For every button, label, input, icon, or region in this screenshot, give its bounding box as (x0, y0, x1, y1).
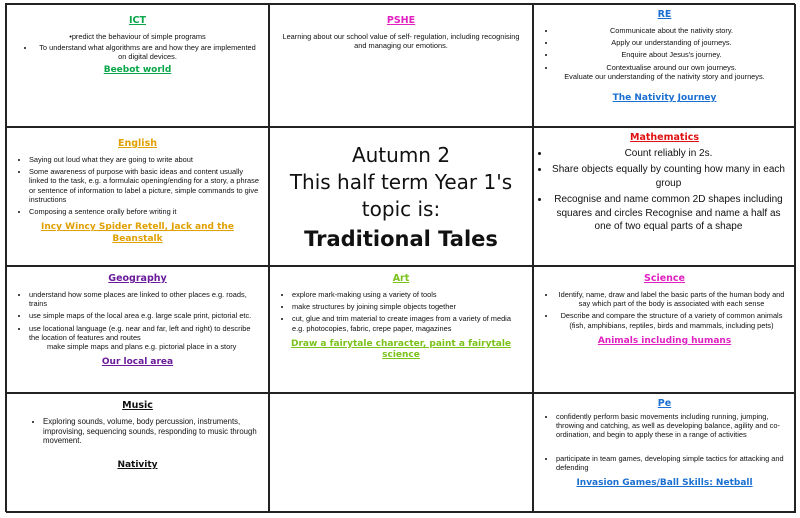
science-title: Science (643, 273, 685, 284)
topic-cell (269, 127, 533, 266)
art-item: • make structures by joining simple objects together (292, 302, 524, 311)
science-list (542, 290, 787, 330)
art-cell (269, 266, 533, 393)
ict-item: • To understand what algorithms are and how they are implemented on digital devices. (35, 43, 260, 62)
music-topic: Nativity (117, 460, 158, 471)
english-item: • Saying out loud what they are going to write about (29, 155, 260, 164)
pshe-text: Learning about our school value of self- regulation, including recognising and managing our emotions. (282, 31, 520, 51)
art-item: • explore mark-making using a variety of tools (292, 290, 524, 299)
geography-list (15, 290, 260, 342)
ict-cell (6, 4, 269, 127)
curriculum-grid (5, 3, 795, 512)
empty-cell (269, 393, 533, 513)
re-item: • Contextualise around our own journeys. (556, 63, 787, 72)
ict-topic: Beebot world (103, 64, 172, 75)
pe-list (542, 412, 787, 472)
topic-heading (278, 142, 524, 253)
geography-item: • understand how some places are linked to other places e.g. roads, trains (29, 290, 260, 309)
geography-cell (6, 266, 269, 393)
music-cell (6, 393, 269, 513)
english-item: • Some awareness of purpose with basic ideas and content usually linked to the task, e.g. a formulaic opening/ending for a story, a phrase or sentence of information to label a picture, simple commands to give instructions (29, 167, 260, 204)
re-topic: The Nativity Journey (612, 93, 717, 104)
re-item: • Enquire about Jesus's journey. (556, 50, 787, 59)
re-item: • Communicate about the nativity story. (556, 26, 787, 35)
maths-item: • Count reliably in 2s. (550, 147, 787, 161)
english-cell (6, 127, 269, 266)
music-list (15, 417, 260, 446)
re-cell (533, 4, 796, 127)
ict-item: •predict the behaviour of simple programs (69, 31, 206, 41)
art-item: • cut, glue and trim material to create images from a variety of media e.g. photocopies, fabric, crepe paper, magazines (292, 314, 524, 333)
pe-cell (533, 393, 796, 513)
geography-item: • use simple maps of the local area e.g. large scale print, pictorial etc. (29, 311, 260, 320)
pe-item: • participate in team games, developing simple tactics for attacking and defending (556, 454, 787, 473)
music-title: Music (122, 400, 153, 411)
term-label: Autumn 2 (351, 143, 451, 167)
topic-name: Traditional Tales (304, 227, 498, 251)
science-item: • Describe and compare the structure of a variety of common animals (fish, amphibians, reptiles, birds and mammals, including pets) (556, 311, 787, 330)
pshe-cell (269, 4, 533, 127)
english-topic: Incy Wincy Spider Retell, Jack and the Beanstalk (41, 222, 234, 244)
english-title: English (118, 138, 157, 149)
re-item: • Apply our understanding of journeys. (556, 38, 787, 47)
maths-list (542, 147, 787, 234)
art-topic: Draw a fairytale character, paint a fairytale science (290, 338, 512, 361)
science-cell (533, 266, 796, 393)
pe-topic: Invasion Games/Ball Skills: Netball (576, 478, 753, 489)
maths-item: • Share objects equally by counting how many in each group (550, 163, 787, 190)
english-list (15, 155, 260, 217)
ict-title: ICT (129, 15, 146, 26)
re-title: RE (657, 9, 672, 20)
pe-item: • confidently perform basic movements including running, jumping, throwing and catching, as well as developing balance, agility and co-ordination, and begin to apply these in a range of activities (556, 412, 787, 440)
maths-item: • Recognise and name common 2D shapes including squares and circles Recognise and name a half as one of two equal parts of a shape (550, 193, 787, 234)
topic-intro-cont: topic is: (361, 197, 441, 221)
re-extra: Evaluate our understanding of the nativity story and journeys. (564, 71, 765, 81)
maths-cell (533, 127, 796, 266)
pshe-title: PSHE (386, 15, 416, 26)
art-list (278, 290, 524, 333)
geography-title: Geography (108, 273, 167, 284)
ict-list (15, 43, 260, 62)
music-item: • Exploring sounds, volume, body percussion, instruments, improvising, sequencing sounds, responding to music through movement. (43, 417, 260, 446)
science-item: • Identify, name, draw and label the basic parts of the human body and say which part of the body is associated with each sense (556, 290, 787, 309)
maths-title: Mathematics (629, 132, 699, 143)
geography-item: • use locational language (e.g. near and far, left and right) to describe the location of features and routes (29, 324, 260, 343)
science-topic: Animals including humans (597, 335, 732, 346)
geography-topic: Our local area (101, 357, 174, 368)
topic-intro: This half term Year 1's (289, 170, 513, 194)
re-list (542, 26, 787, 72)
english-item: • Composing a sentence orally before writing it (29, 207, 260, 216)
art-title: Art (392, 273, 410, 284)
pe-title: Pe (657, 398, 672, 409)
geography-extra: make simple maps and plans e.g. pictorial place in a story (47, 342, 237, 352)
